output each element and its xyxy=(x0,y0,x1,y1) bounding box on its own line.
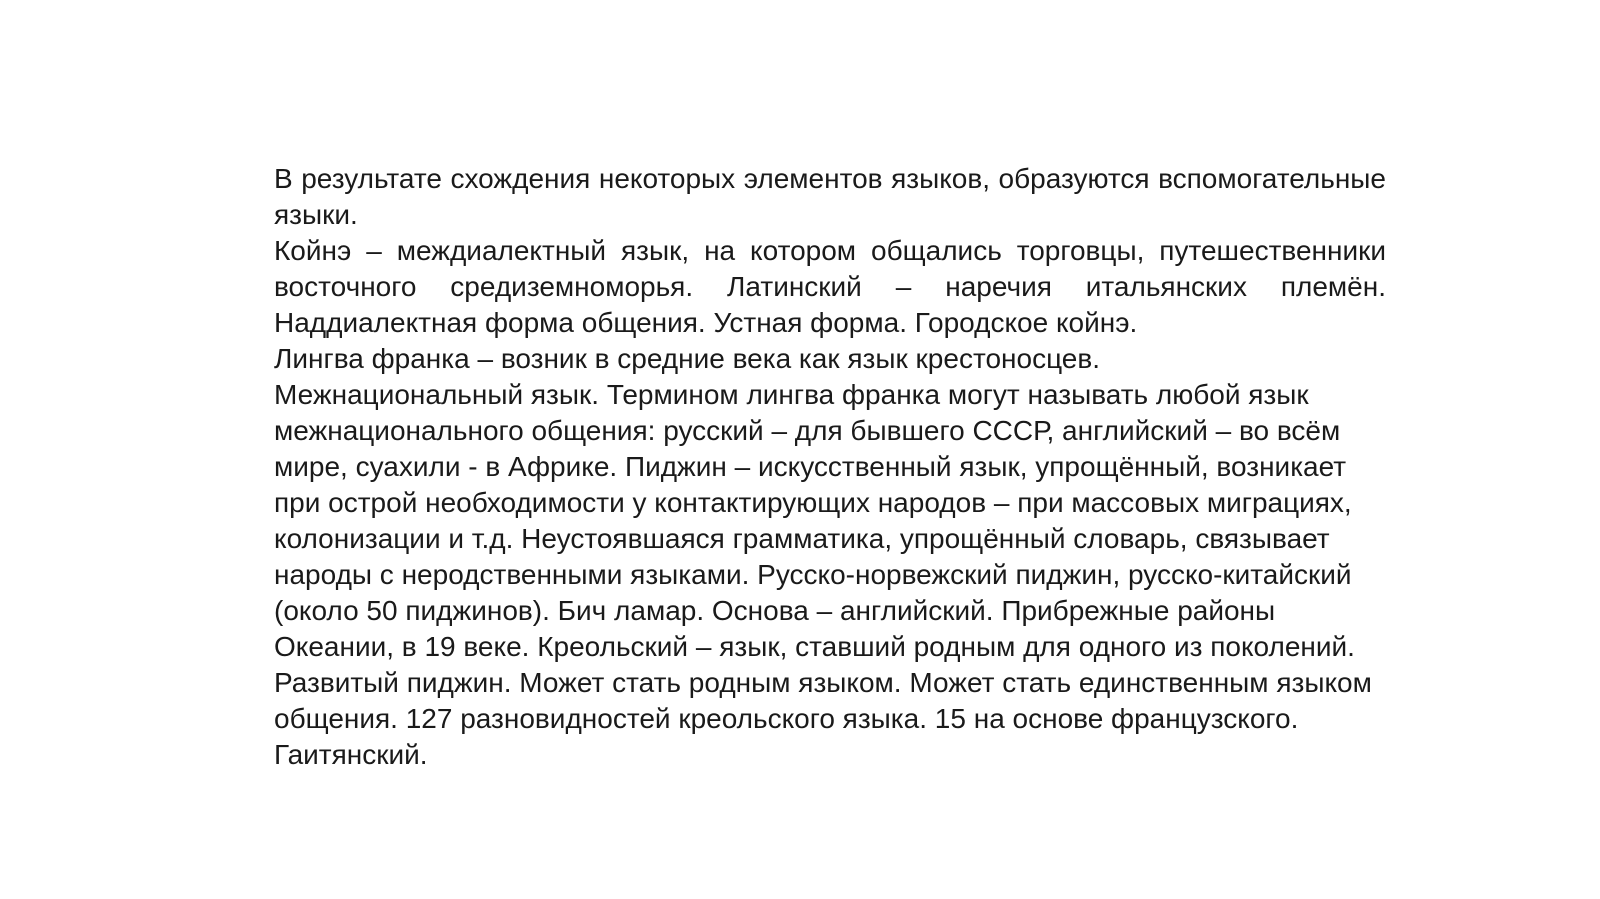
paragraph-koine: Койнэ – междиалектный язык, на котором общались торговцы, путешественники восточного средиземноморья. Латинский – наречия итальянских племён. Наддиалектная форма общения. Устная форма. Городское койнэ. xyxy=(274,235,1386,338)
paragraph-auxiliary-languages: В результате схождения некоторых элементов языков, образуются вспомогательные языки. xyxy=(274,163,1386,230)
paragraph-pidgin-creole: Межнациональный язык. Термином лингва франка могут называть любой язык межнационального общения: русский – для бывшего СССР, английский – во всём мире, суахили - в Африке. Пиджин – искусственный язык, упрощённый, возникает при острой необходимости у контактирующих народов – при массовых миграциях, колонизации и т.д. Неустоявшаяся грамматика, упрощённый словарь, связывает народы с неродственными языками. Русско-норвежский пиджин, русско-китайский (около 50 пиджинов). Бич ламар. Основа – английский. Прибрежные районы Океании, в 19 веке. Креольский – язык, ставший родным для одного из поколений. Развитый пиджин. Может стать родным языком. Может стать единственным языком общения. 127 разновидностей креольского языка. 15 на основе французского. Гаитянский. xyxy=(274,379,1372,770)
paragraph-lingua-franca: Лингва франка – возник в средние века как язык крестоносцев. xyxy=(274,343,1101,374)
slide-text-body xyxy=(274,161,1386,773)
